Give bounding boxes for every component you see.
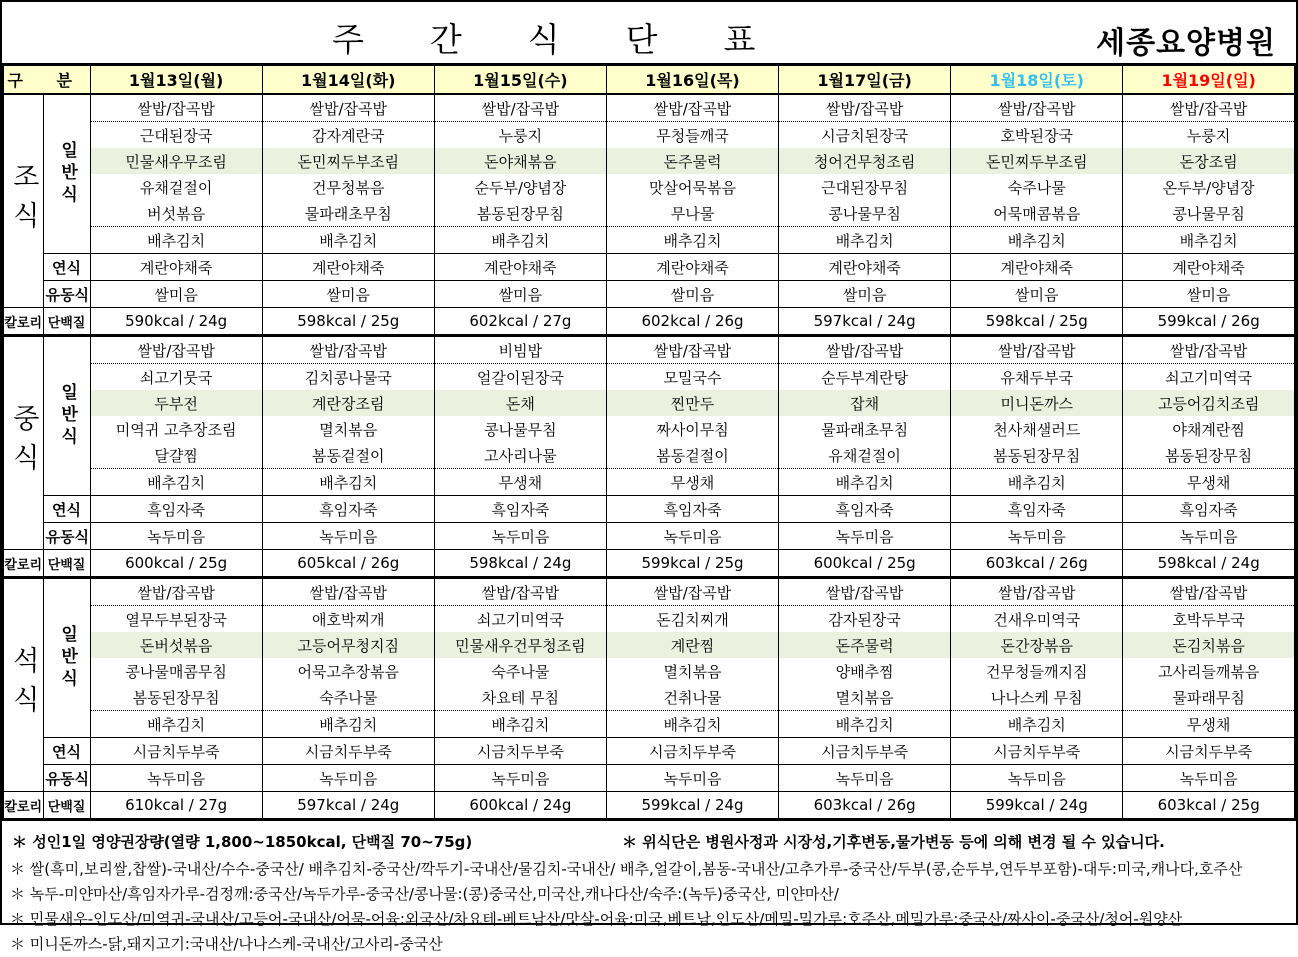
menu-item-cell: 감자계란국 — [262, 122, 434, 149]
menu-item-cell: 흑임자죽 — [90, 496, 262, 523]
meal-section-label-lunch — [3, 336, 43, 550]
diet-type-liquid-dinner: 유동식 — [43, 765, 90, 792]
day-header-0: 1월13일(월) — [90, 65, 262, 95]
menu-item-cell: 흑임자죽 — [434, 496, 606, 523]
menu-item-cell: 유채겉절이 — [90, 174, 262, 200]
menu-item-cell: 무생채 — [606, 469, 778, 496]
note-line-1 — [10, 829, 1290, 857]
menu-item-cell: 배추김치 — [951, 227, 1123, 254]
menu-item-cell: 흑임자죽 — [1123, 496, 1295, 523]
breakfast-row — [3, 148, 1295, 174]
lunch-row — [3, 336, 1295, 364]
nutrition-cell: 610kcal / 27g — [90, 792, 262, 820]
menu-item-cell: 쇠고기뭇국 — [90, 364, 262, 391]
diet-type-label: 일반식 — [57, 141, 78, 207]
day-header-6: 1월19일(일) — [1123, 65, 1295, 95]
nutrition-cell: 599kcal / 26g — [1123, 308, 1295, 336]
menu-item-cell: 근대된장무침 — [779, 174, 951, 200]
nutrition-cell: 602kcal / 27g — [434, 308, 606, 336]
diet-type-liquid-breakfast: 유동식 — [43, 281, 90, 308]
dinner-row — [3, 606, 1295, 633]
menu-item-cell: 어묵고추장볶음 — [262, 658, 434, 684]
menu-item-cell: 배추김치 — [262, 227, 434, 254]
menu-item-cell: 애호박찌개 — [262, 606, 434, 633]
meal-name: 중식 — [7, 404, 39, 482]
menu-item-cell: 물파래무침 — [1123, 684, 1295, 711]
menu-change-disclaimer: ＊ 위식단은 병원사정과 시장성,기후변동,물가변동 등에 의해 변경 될 수 있습니다. — [622, 833, 1165, 851]
menu-item-cell: 건무청볶음 — [262, 174, 434, 200]
menu-item-cell: 돈간장볶음 — [951, 632, 1123, 658]
menu-item-cell: 봄동된장무침 — [90, 684, 262, 711]
menu-item-cell: 흑임자죽 — [262, 496, 434, 523]
menu-item-cell: 돈주물럭 — [779, 632, 951, 658]
menu-item-cell: 배추김치 — [434, 227, 606, 254]
menu-item-cell: 양배추찜 — [779, 658, 951, 684]
nutrition-cell: 598kcal / 24g — [434, 550, 606, 578]
menu-item-cell: 나나스케 무침 — [951, 684, 1123, 711]
menu-item-cell: 봄동된장무침 — [434, 200, 606, 227]
diet-type-soft-breakfast: 연식 — [43, 254, 90, 281]
dinner-row — [3, 711, 1295, 738]
menu-item-cell: 배추김치 — [90, 711, 262, 738]
nutrition-cell: 599kcal / 24g — [606, 792, 778, 820]
menu-item-cell: 민물새우건무청조림 — [434, 632, 606, 658]
menu-item-cell: 숙주나물 — [434, 658, 606, 684]
menu-item-cell: 계란찜 — [606, 632, 778, 658]
menu-item-cell: 쌀밥/잡곡밥 — [90, 336, 262, 364]
menu-item-cell: 쌀미음 — [951, 281, 1123, 308]
nutrition-cell: 600kcal / 25g — [779, 550, 951, 578]
menu-item-cell: 두부전 — [90, 390, 262, 416]
protein-label-dinner: 단백질 — [43, 792, 90, 820]
nutrition-recommendation-note: ＊ 성인1일 영양권장량(열량 1,800~1850kcal, 단백질 70~75g) — [12, 833, 473, 851]
menu-item-cell: 쌀밥/잡곡밥 — [90, 94, 262, 122]
menu-item-cell: 녹두미음 — [90, 523, 262, 550]
menu-item-cell: 쌀밥/잡곡밥 — [262, 94, 434, 122]
menu-item-cell: 배추김치 — [262, 469, 434, 496]
nutrition-cell: 603kcal / 26g — [779, 792, 951, 820]
dinner-row — [3, 632, 1295, 658]
menu-item-cell: 숙주나물 — [262, 684, 434, 711]
lunch-row — [3, 469, 1295, 496]
menu-item-cell: 쌀미음 — [90, 281, 262, 308]
origin-note: ＊ 미니돈까스-닭,돼지고기:국내산/나나스케-국내산/고사리-중국산 — [10, 935, 443, 953]
diet-type-liquid-lunch: 유동식 — [43, 523, 90, 550]
menu-item-cell: 고등어무청지짐 — [262, 632, 434, 658]
menu-item-cell: 쌀밥/잡곡밥 — [606, 578, 778, 606]
menu-item-cell: 무생채 — [434, 469, 606, 496]
menu-item-cell: 녹두미음 — [951, 523, 1123, 550]
menu-item-cell: 쌀밥/잡곡밥 — [606, 336, 778, 364]
menu-item-cell: 녹두미음 — [434, 765, 606, 792]
menu-item-cell: 녹두미음 — [1123, 523, 1295, 550]
meal-section-label-breakfast — [3, 94, 43, 308]
menu-item-cell: 돈김치찌개 — [606, 606, 778, 633]
dinner-row — [3, 765, 1295, 792]
menu-item-cell: 시금치된장국 — [779, 122, 951, 149]
menu-item-cell: 쌀밥/잡곡밥 — [90, 578, 262, 606]
menu-item-cell: 쌀밥/잡곡밥 — [262, 578, 434, 606]
menu-item-cell: 콩나물무침 — [1123, 200, 1295, 227]
menu-item-cell: 고사리나물 — [434, 442, 606, 469]
menu-item-cell: 계란야채죽 — [779, 254, 951, 281]
breakfast-row — [3, 174, 1295, 200]
menu-table-head — [3, 65, 1295, 95]
menu-item-cell: 열무두부된장국 — [90, 606, 262, 633]
menu-item-cell: 고등어김치조림 — [1123, 390, 1295, 416]
menu-item-cell: 배추김치 — [779, 711, 951, 738]
menu-item-cell: 배추김치 — [779, 227, 951, 254]
menu-item-cell: 무생채 — [1123, 469, 1295, 496]
calorie-label-lunch: 칼로리 — [3, 550, 43, 578]
menu-item-cell: 짜사이무침 — [606, 416, 778, 442]
menu-item-cell: 돈민찌두부조림 — [262, 148, 434, 174]
menu-item-cell: 봄동된장무침 — [1123, 442, 1295, 469]
menu-item-cell: 시금치두부죽 — [779, 738, 951, 765]
menu-item-cell: 쌀밥/잡곡밥 — [434, 578, 606, 606]
breakfast-row — [3, 227, 1295, 254]
origin-note: ＊ 쌀(흑미,보리쌀,찹쌀)-국내산/수수-중국산/ 배추김치-중국산/깍두기-국내산/물김치-국내산/ 배추,얼갈이,봄동-국내산/고추가루-중국산/두부(콩,순두부,연두부포함)-대두:미국,캐나다,호주산 — [10, 860, 1243, 878]
menu-item-cell: 녹두미음 — [262, 765, 434, 792]
menu-item-cell: 쌀밥/잡곡밥 — [951, 94, 1123, 122]
footer-notes — [2, 821, 1296, 957]
menu-item-cell: 버섯볶음 — [90, 200, 262, 227]
menu-item-cell: 녹두미음 — [779, 765, 951, 792]
menu-item-cell: 청어건무청조림 — [779, 148, 951, 174]
menu-item-cell: 온두부/양념장 — [1123, 174, 1295, 200]
menu-item-cell: 건무청들깨지짐 — [951, 658, 1123, 684]
day-header-5: 1월18일(토) — [951, 65, 1123, 95]
menu-item-cell: 쌀밥/잡곡밥 — [434, 94, 606, 122]
nutrition-cell: 590kcal / 24g — [90, 308, 262, 336]
menu-item-cell: 김치콩나물국 — [262, 364, 434, 391]
menu-item-cell: 돈채 — [434, 390, 606, 416]
menu-item-cell: 돈버섯볶음 — [90, 632, 262, 658]
menu-item-cell: 돈김치볶음 — [1123, 632, 1295, 658]
lunch-row — [3, 523, 1295, 550]
menu-item-cell: 배추김치 — [951, 469, 1123, 496]
menu-item-cell: 물파래초무침 — [262, 200, 434, 227]
title-row — [2, 2, 1296, 63]
lunch-row — [3, 416, 1295, 442]
menu-item-cell: 계란야채죽 — [606, 254, 778, 281]
breakfast-row — [3, 281, 1295, 308]
menu-item-cell: 숙주나물 — [951, 174, 1123, 200]
menu-item-cell: 녹두미음 — [1123, 765, 1295, 792]
menu-item-cell: 콩나물무침 — [434, 416, 606, 442]
menu-item-cell: 쇠고기미역국 — [1123, 364, 1295, 391]
menu-item-cell: 쇠고기미역국 — [434, 606, 606, 633]
day-header-2: 1월15일(수) — [434, 65, 606, 95]
menu-item-cell: 봄동겉절이 — [606, 442, 778, 469]
menu-item-cell: 쌀밥/잡곡밥 — [1123, 336, 1295, 364]
day-header-1: 1월14일(화) — [262, 65, 434, 95]
menu-item-cell: 돈장조림 — [1123, 148, 1295, 174]
menu-item-cell: 배추김치 — [606, 227, 778, 254]
breakfast-row — [3, 200, 1295, 227]
menu-item-cell: 순두부/양념장 — [434, 174, 606, 200]
menu-item-cell: 녹두미음 — [779, 523, 951, 550]
menu-item-cell: 쌀밥/잡곡밥 — [606, 94, 778, 122]
menu-item-cell: 쌀밥/잡곡밥 — [779, 336, 951, 364]
breakfast-row — [3, 122, 1295, 149]
menu-item-cell: 고사리들깨볶음 — [1123, 658, 1295, 684]
nutrition-cell: 598kcal / 25g — [951, 308, 1123, 336]
menu-item-cell: 배추김치 — [434, 711, 606, 738]
menu-item-cell: 감자된장국 — [779, 606, 951, 633]
menu-item-cell: 모밀국수 — [606, 364, 778, 391]
diet-type-label: 일반식 — [57, 625, 78, 691]
menu-item-cell: 유채겉절이 — [779, 442, 951, 469]
menu-item-cell: 계란야채죽 — [262, 254, 434, 281]
menu-item-cell: 배추김치 — [90, 227, 262, 254]
dinner-row — [3, 658, 1295, 684]
origin-note: ＊ 녹두-미얀마산/흑임자가루-검정깨:중국산/녹두가루-중국산/콩나물:(콩)중국산,미국산,캐나다산/숙주:(녹두)중국산, 미얀마산/ — [10, 885, 839, 903]
menu-item-cell: 쌀밥/잡곡밥 — [779, 94, 951, 122]
menu-item-cell: 계란야채죽 — [434, 254, 606, 281]
menu-item-cell: 미니돈까스 — [951, 390, 1123, 416]
nutrition-cell: 597kcal / 24g — [262, 792, 434, 820]
menu-item-cell: 건새우미역국 — [951, 606, 1123, 633]
menu-item-cell: 녹두미음 — [262, 523, 434, 550]
menu-item-cell: 민물새우무조림 — [90, 148, 262, 174]
menu-item-cell: 근대된장국 — [90, 122, 262, 149]
nutrition-cell: 598kcal / 25g — [262, 308, 434, 336]
meal-name: 석식 — [7, 646, 39, 724]
menu-item-cell: 얼갈이된장국 — [434, 364, 606, 391]
menu-item-cell: 쌀미음 — [606, 281, 778, 308]
hospital-name: 세종요양병원 — [1096, 26, 1276, 61]
menu-item-cell: 녹두미음 — [434, 523, 606, 550]
origin-note: ＊ 민물새우-인도산/미역귀-국내산/고등어-국내산/어묵-어육:외국산/차요테-베트남산/맛살-어육:미국,베트남,인도산/메밀-밀가루:호주산,메밀가루:중국산/짜사이-중국산/청어-원양산 — [10, 910, 1183, 928]
menu-item-cell: 맛살어묵볶음 — [606, 174, 778, 200]
day-header-4: 1월17일(금) — [779, 65, 951, 95]
lunch-row — [3, 364, 1295, 391]
menu-item-cell: 계란야채죽 — [1123, 254, 1295, 281]
category-header: 구 분 — [3, 65, 90, 95]
lunch-row — [3, 442, 1295, 469]
menu-item-cell: 차요테 무침 — [434, 684, 606, 711]
page-title: 주간식단표 — [332, 20, 822, 59]
lunch-row — [3, 496, 1295, 523]
menu-item-cell: 녹두미음 — [90, 765, 262, 792]
menu-item-cell: 야채계란찜 — [1123, 416, 1295, 442]
lunch-row — [3, 550, 1295, 578]
meal-name: 조식 — [7, 162, 39, 240]
menu-item-cell: 쌀밥/잡곡밥 — [951, 336, 1123, 364]
menu-item-cell: 흑임자죽 — [951, 496, 1123, 523]
breakfast-row — [3, 254, 1295, 281]
nutrition-cell: 597kcal / 24g — [779, 308, 951, 336]
dinner-row — [3, 578, 1295, 606]
menu-item-cell: 계란야채죽 — [951, 254, 1123, 281]
menu-item-cell: 녹두미음 — [606, 765, 778, 792]
menu-item-cell: 천사채샐러드 — [951, 416, 1123, 442]
nutrition-cell: 599kcal / 25g — [606, 550, 778, 578]
menu-item-cell: 멸치볶음 — [606, 658, 778, 684]
nutrition-cell: 603kcal / 26g — [951, 550, 1123, 578]
menu-item-cell: 쌀밥/잡곡밥 — [951, 578, 1123, 606]
menu-item-cell: 돈민찌두부조림 — [951, 148, 1123, 174]
breakfast-row — [3, 94, 1295, 122]
menu-item-cell: 콩나물무침 — [779, 200, 951, 227]
menu-item-cell: 멸치볶음 — [779, 684, 951, 711]
menu-item-cell: 녹두미음 — [951, 765, 1123, 792]
menu-item-cell: 돈주물럭 — [606, 148, 778, 174]
menu-item-cell: 누룽지 — [434, 122, 606, 149]
nutrition-cell: 600kcal / 24g — [434, 792, 606, 820]
menu-item-cell: 쌀미음 — [779, 281, 951, 308]
nutrition-cell: 598kcal / 24g — [1123, 550, 1295, 578]
menu-item-cell: 유채두부국 — [951, 364, 1123, 391]
diet-type-regular-breakfast — [43, 94, 90, 254]
menu-item-cell: 비빔밥 — [434, 336, 606, 364]
menu-item-cell: 시금치두부죽 — [434, 738, 606, 765]
menu-item-cell: 무청들깨국 — [606, 122, 778, 149]
protein-label-breakfast: 단백질 — [43, 308, 90, 336]
menu-item-cell: 건취나물 — [606, 684, 778, 711]
dinner-row — [3, 738, 1295, 765]
menu-item-cell: 봄동된장무침 — [951, 442, 1123, 469]
nutrition-cell: 605kcal / 26g — [262, 550, 434, 578]
meal-section-label-dinner — [3, 578, 43, 792]
dinner-row — [3, 684, 1295, 711]
menu-item-cell: 누룽지 — [1123, 122, 1295, 149]
menu-item-cell: 흑임자죽 — [779, 496, 951, 523]
menu-table — [2, 63, 1296, 821]
menu-item-cell: 시금치두부죽 — [606, 738, 778, 765]
menu-item-cell: 쌀밥/잡곡밥 — [262, 336, 434, 364]
menu-item-cell: 쌀밥/잡곡밥 — [1123, 94, 1295, 122]
menu-item-cell: 배추김치 — [1123, 227, 1295, 254]
menu-item-cell: 계란장조림 — [262, 390, 434, 416]
menu-item-cell: 잡채 — [779, 390, 951, 416]
menu-item-cell: 순두부계란탕 — [779, 364, 951, 391]
nutrition-cell: 599kcal / 24g — [951, 792, 1123, 820]
menu-item-cell: 어묵매콤볶음 — [951, 200, 1123, 227]
diet-type-regular-dinner — [43, 578, 90, 738]
menu-item-cell: 시금치두부죽 — [90, 738, 262, 765]
menu-item-cell: 찐만두 — [606, 390, 778, 416]
menu-item-cell: 배추김치 — [606, 711, 778, 738]
menu-item-cell: 봄동겉절이 — [262, 442, 434, 469]
diet-type-label: 일반식 — [57, 383, 78, 449]
menu-table-body — [3, 94, 1295, 820]
menu-item-cell: 무생채 — [1123, 711, 1295, 738]
menu-item-cell: 배추김치 — [262, 711, 434, 738]
menu-item-cell: 호박된장국 — [951, 122, 1123, 149]
calorie-label-dinner: 칼로리 — [3, 792, 43, 820]
diet-type-soft-lunch: 연식 — [43, 496, 90, 523]
nutrition-cell: 602kcal / 26g — [606, 308, 778, 336]
menu-item-cell: 돈야채볶음 — [434, 148, 606, 174]
menu-item-cell: 녹두미음 — [606, 523, 778, 550]
day-header-3: 1월16일(목) — [606, 65, 778, 95]
menu-item-cell: 배추김치 — [951, 711, 1123, 738]
menu-item-cell: 쌀밥/잡곡밥 — [1123, 578, 1295, 606]
menu-item-cell: 쌀미음 — [434, 281, 606, 308]
menu-item-cell: 시금치두부죽 — [1123, 738, 1295, 765]
menu-item-cell: 계란야채죽 — [90, 254, 262, 281]
nutrition-cell: 600kcal / 25g — [90, 550, 262, 578]
menu-item-cell: 멸치볶음 — [262, 416, 434, 442]
diet-type-soft-dinner: 연식 — [43, 738, 90, 765]
breakfast-row — [3, 308, 1295, 336]
menu-item-cell: 배추김치 — [779, 469, 951, 496]
menu-item-cell: 시금치두부죽 — [951, 738, 1123, 765]
menu-item-cell: 무나물 — [606, 200, 778, 227]
menu-item-cell: 물파래초무침 — [779, 416, 951, 442]
calorie-label-breakfast: 칼로리 — [3, 308, 43, 336]
lunch-row — [3, 390, 1295, 416]
nutrition-cell: 603kcal / 25g — [1123, 792, 1295, 820]
menu-item-cell: 흑임자죽 — [606, 496, 778, 523]
menu-item-cell: 쌀미음 — [262, 281, 434, 308]
menu-item-cell: 달걀찜 — [90, 442, 262, 469]
menu-item-cell: 호박두부국 — [1123, 606, 1295, 633]
protein-label-lunch: 단백질 — [43, 550, 90, 578]
menu-item-cell: 쌀밥/잡곡밥 — [779, 578, 951, 606]
menu-item-cell: 쌀미음 — [1123, 281, 1295, 308]
menu-item-cell: 배추김치 — [90, 469, 262, 496]
diet-type-regular-lunch — [43, 336, 90, 496]
dinner-row — [3, 792, 1295, 820]
menu-item-cell: 미역귀 고추장조림 — [90, 416, 262, 442]
menu-item-cell: 시금치두부죽 — [262, 738, 434, 765]
menu-item-cell: 콩나물매콤무침 — [90, 658, 262, 684]
